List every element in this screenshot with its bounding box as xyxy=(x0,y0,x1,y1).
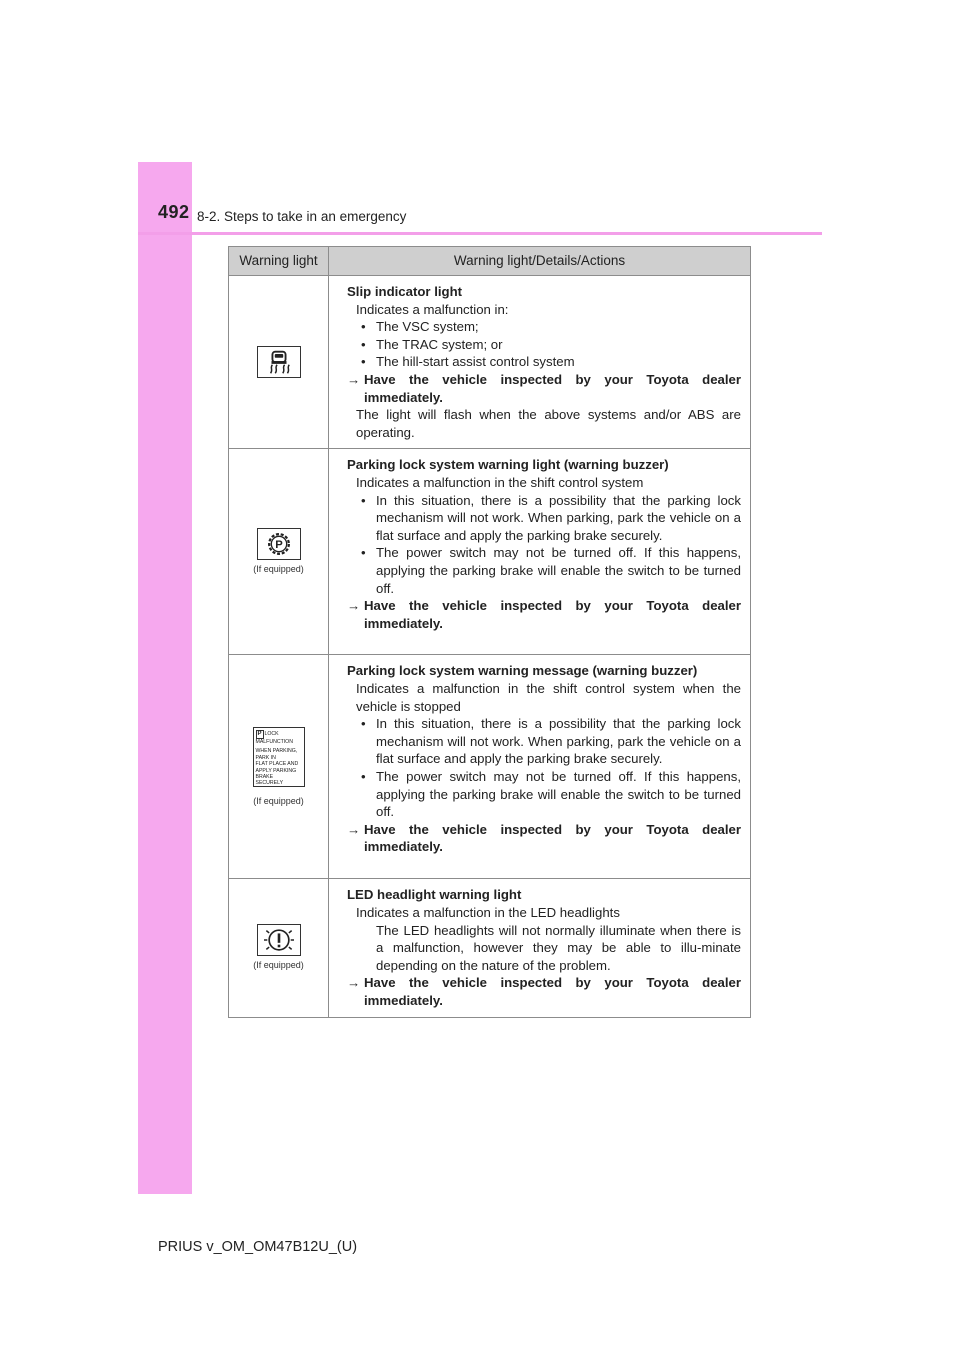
warning-intro: Indicates a malfunction in: xyxy=(356,301,509,317)
warning-intro: Indicates a malfunction in the shift control system when the vehicle is stopped xyxy=(356,680,741,714)
table-row xyxy=(229,879,751,1017)
display-line xyxy=(256,730,302,739)
svg-text:P: P xyxy=(274,539,283,552)
warning-detail: The LED headlights will not normally illuminate when there is a malfunction, however they may be able to illu-minate depending on the nature of the problem. xyxy=(376,922,741,973)
display-line: FLAT PLACE AND xyxy=(255,761,299,768)
parking-lock-warning-icon xyxy=(257,528,301,560)
parking-p-symbol: P xyxy=(257,731,262,738)
icon-cell xyxy=(229,879,329,1017)
bullet-item: • In this situation, there is a possibility that the parking lock mechanism will not work. When parking, park the vehicle on a flat surface and apply the parking brake securely. xyxy=(347,715,741,768)
warning-intro: Indicates a malfunction in the shift control system xyxy=(356,474,644,490)
icon-cell xyxy=(229,655,329,879)
column-header-warning-light: Warning light xyxy=(229,247,329,276)
bullet-item: • The TRAC system; or xyxy=(347,336,741,354)
warning-intro: Indicates a malfunction in the LED headlights xyxy=(356,904,620,920)
section-title: 8-2. Steps to take in an emergency xyxy=(197,209,407,224)
bullet-item: • The power switch may not be turned off. If this happens, applying the parking brake will enable the switch to be turned off. xyxy=(347,544,741,597)
header-rule xyxy=(138,232,822,235)
warning-light-table xyxy=(228,246,751,1018)
bullet-item: • The hill-start assist control system xyxy=(347,353,741,371)
details-cell xyxy=(329,449,751,655)
if-equipped-label: (If equipped) xyxy=(253,795,304,806)
footer-document-code: PRIUS v_OM_OM47B12U_(U) xyxy=(158,1239,358,1255)
slip-indicator-icon xyxy=(257,346,301,378)
table-row xyxy=(229,276,751,449)
if-equipped-label: (If equipped) xyxy=(253,960,304,971)
details-cell xyxy=(329,879,751,1017)
icon-cell xyxy=(229,449,329,655)
table-header-row xyxy=(229,247,751,276)
parking-lock-message-display xyxy=(253,727,305,787)
display-text: LOCK xyxy=(264,731,279,738)
action-text: → Have the vehicle inspected by your Toyota dealer immediately. xyxy=(347,821,741,856)
warning-title: Slip indicator light xyxy=(347,284,463,299)
bullet-item: • The VSC system; xyxy=(347,318,741,336)
action-text: → Have the vehicle inspected by your Toyota dealer immediately. xyxy=(347,597,741,632)
details-cell xyxy=(329,276,751,449)
display-line: BRAKE SECURELY xyxy=(255,774,284,787)
table-row xyxy=(229,449,751,655)
warning-note: The light will flash when the above systems and/or ABS are operating. xyxy=(356,407,741,440)
display-line: APPLY PARKING xyxy=(255,767,297,774)
icon-cell xyxy=(229,276,329,449)
table-row xyxy=(229,655,751,879)
warning-title: Parking lock system warning light (warning buzzer) xyxy=(347,457,669,473)
side-color-band xyxy=(138,162,192,1194)
column-header-details: Warning light/Details/Actions xyxy=(329,247,751,276)
details-cell xyxy=(329,655,751,879)
action-text: → Have the vehicle inspected by your Toyota dealer immediately. xyxy=(347,371,741,406)
display-line: PARK IN xyxy=(255,754,276,761)
led-headlight-warning-icon xyxy=(257,924,301,956)
if-equipped-label: (If equipped) xyxy=(253,564,304,575)
page-number: 492 xyxy=(158,202,190,222)
bullet-item: • The power switch may not be turned off. If this happens, applying the parking brake will enable the switch to be turned off. xyxy=(347,768,741,821)
warning-title: Parking lock system warning message (warning buzzer) xyxy=(347,663,698,679)
display-line: MALFUNCTION xyxy=(255,739,293,746)
action-text: → Have the vehicle inspected by your Toyota dealer immediately. xyxy=(347,974,741,1009)
display-line: WHEN PARKING, xyxy=(255,748,298,755)
warning-title: LED headlight warning light xyxy=(347,887,522,903)
bullet-item: • In this situation, there is a possibility that the parking lock mechanism will not work. When parking, park the vehicle on a flat surface and apply the parking brake securely. xyxy=(347,492,741,545)
